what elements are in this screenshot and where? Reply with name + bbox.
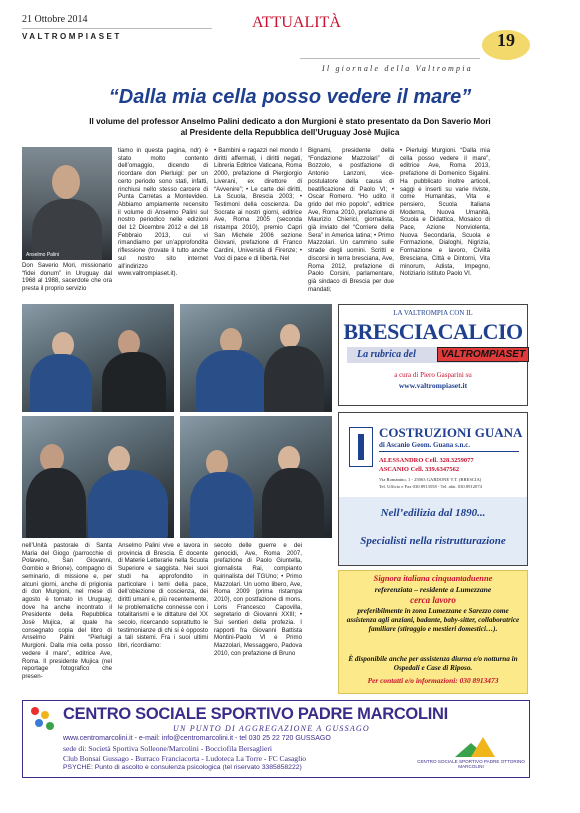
marcolini-house-logo (423, 735, 523, 757)
ad-bresciacalcio (338, 304, 528, 406)
reportage-photo-4 (180, 416, 332, 538)
ad-guana-rule (379, 451, 519, 452)
ad-guana-slogan-1: Nell’edilizia dal 1890... (380, 507, 486, 519)
ad-signora-line-4: È disponibile anche per assistenza diurna e/o notturna in Ospedali e Case di Riposo. (348, 655, 518, 672)
ad-guana-phone-1: ALESSANDRO Cell. 328.3259077 (379, 457, 474, 464)
ad-guana-address: Via Romanino, 1 - 25063 GARDONE V.T. (BRESCIA) (379, 477, 482, 482)
ad-bresciacalcio-line: La rubrica del (357, 349, 416, 360)
column-4-top: Bignami, presidente della “Fondazione Mazzolari” di Bozzolo, e postfazione di Antonio Lanzoni, vice-postulatore della causa di beatificazione di Paolo VI; • Oscar Romero. “Ho udito il grido del mio popolo”, editrice Ave, Roma 2010, prefazione di Maurizio Chierici, giornalista, già inviato del “Corriere della Sera” in America latina; • Primo Mazzolari. Un cammino sulle strade degli uomini. Scritti e discorsi in terra bresciana, Ave, Roma 2012, prefazione di Paolo Corsini, parlamentare, già sindaco di Brescia per due mandati; (308, 147, 394, 293)
ad-guana-slogan-2: Specialisti nella ristrutturazione (360, 535, 506, 547)
ad-signora-line-1: referenziata – residente a Lumezzane (374, 585, 492, 594)
article-title: “Dalla mia cella posso vedere il mare” (108, 86, 472, 108)
article-subtitle-1: Il volume del professor Anselmo Palini dedicato a don Murgioni è stato presentato da Don Saverio Mori (89, 117, 491, 126)
ad-bresciacalcio-top: LA VALTROMPIA CON IL (393, 309, 473, 317)
ad-signora-line-2: cerca lavoro (410, 595, 456, 605)
marcolini-title: CENTRO SOCIALE SPORTIVO PADRE MARCOLINI (63, 705, 448, 723)
ad-guana (338, 412, 528, 566)
marcolini-motto: UN PUNTO DI AGGREGAZIONE A GUSSAGO (173, 724, 370, 733)
ad-bresciacalcio-brand: VALTROMPIASET (437, 347, 529, 362)
ad-marcolini (22, 700, 530, 778)
ad-signora-line-3: preferibilmente in zona Lumezzane e Sarezzo come assistenza agli anziani, badante, baby-sitter, collaboratrice familiare (stiraggio e mestieri domestici…). (346, 607, 520, 633)
ad-bresciacalcio-credit: a cura di Piero Gasparini su (394, 371, 472, 379)
section-title: ATTUALITÀ (252, 14, 341, 31)
ad-guana-subtitle: di Ascanio Geom. Guana s.n.c. (379, 441, 471, 449)
ad-bresciacalcio-title: BRESCIACALCIO (343, 319, 523, 344)
header-rule-right (300, 58, 480, 59)
column-2-top: tiamo in questa pagina, ndr) è stato molto contento dell’omaggio, dicendo di ricordare don Pierluigi: per un certo periodo sono stati, infatti, rinchiusi nello stesso carcere di Punta Carretas a Montevideo. Abbiamo ampiamente recensito il volume di Anselmo Palini sul nostro periodico nelle edizioni del 12 Dicembre 2012 e del 18 Febbraio 2013, cui vi rimandiamo per un’approfondita riflessione (trovate il tutto anche sul nostro sito internet all’indirizzo www.valtrompiaset.it). (118, 147, 208, 278)
ad-signora-title: Signora italiana cinquantaduenne (373, 574, 493, 583)
ad-guana-title: COSTRUZIONI GUANA (379, 425, 523, 440)
author-photo (22, 147, 112, 260)
article-subtitle-2: al Presidente della Repubblica dell’Uruguay Josè Mujica (180, 128, 400, 137)
marcolini-psyche: PSYCHE: Punto di ascolto e consulenza psicologica (tel riservato 3385858222) (63, 764, 302, 771)
marcolini-logo-dots (31, 707, 57, 733)
reportage-photo-1 (22, 304, 174, 412)
column-3-top: • Bambini e ragazzi nel mondo I diritti affermati, i diritti negati, Libreria Editrice Vaticana, Roma 2000, prefazione di Piergiorgio Liverani, ex direttore di “Avvenire”; • Le carte dei diritti, La Scuola, Brescia 2003; • Testimoni della coscienza. Da Socrate ai nostri giorni, editrice Ave, Roma 2005 (seconda ristampa 2010), premio Capri San Michele 2006 sezione Giovani, prefazione di Franco Cardini, Università di Firenze; • Voci di pace e di libertà. Nel (214, 147, 302, 262)
column-1-bottom: nell’Unità pastorale di Santa Maria del Giogo (parrocchie di Polaveno, San Giovanni, Gombio e Brione), compagno di seminario, di missione e, per alcuni giorni, anche di prigionia di don Murgioni, nel mese di agosto è tornato in Uruguay, dove ha anche incontrato il Presidente della Repubblica Josè Mujica, al quale ha consegnato copia del libro di Anselmo Palini “Pierluigi Murgioni. Dalla mia cella posso vedere il mare”, editrice Ave, Roma. Il presidente Mujica (nel reportage fotografico che presen- (22, 542, 112, 680)
ad-guana-phone-2: ASCANIO Cell. 339.6347562 (379, 466, 460, 473)
ad-signora-line-5: Per contatti e/o informazioni: 030 8913473 (367, 676, 499, 685)
column-5-top: • Pierluigi Murgioni. “Dalla mia cella posso vedere il mare”, editrice Ave, Roma 2013, prefazione di Domenico Sigalini. Ha pubblicato inoltre articoli, saggi e inserti su varie riviste, come Humanitas, Vita e pensiero, Scuola Italiana Moderna, Nuova Umanità, Scuola e Didattica, Mosaico di Pace, Azione Nonviolenta, Nuova Secondaria, Scuola e Formazione, Dialoghi, Nigrizia, Formazione e lavoro, Civiltà Bresciana, Città e Dintorni, Vita minorum, Adista, Impegno, Notiziario Istituto Paolo VI. (400, 147, 490, 278)
author-photo-caption: Anselmo Palini (26, 252, 60, 258)
issue-date: 21 Ottobre 2014 (22, 14, 88, 25)
reportage-photo-3 (22, 416, 174, 538)
column-1-top: Don Saverio Mori, missionario “fidei donum” in Uruguay dal 1968 al 1988, sacerdote che ora presta il proprio servizio (22, 262, 112, 293)
tagline: Il giornale della Valtrompia (322, 64, 473, 73)
marcolini-logo-text: CENTRO SOCIALE SPORTIVO PADRE OTTORINO MARCOLINI (417, 759, 525, 770)
ad-guana-logo (349, 427, 373, 467)
marcolini-contacts[interactable]: www.centromarcolini.it - e-mail: info@centromarcolini.it - tel 030 25 22 720 GUSSAGO (63, 735, 331, 742)
ad-bresciacalcio-site[interactable]: www.valtrompiaset.it (398, 381, 468, 390)
header-rule-left (22, 28, 212, 29)
page-number: 19 (497, 30, 515, 50)
reportage-photo-2 (180, 304, 332, 412)
brand-name: VALTROMPIASET (22, 32, 122, 41)
ad-guana-contacts: Tel. Ufficio e Fax 030.8913558 - Tel. abit. 030.8912074 (379, 484, 482, 489)
column-2-bottom: Anselmo Palini vive e lavora in provincia di Brescia. È docente di Materie Letterarie nella Scuola Superiore e saggista. Nei suoi studi ha approfondito in particolare i temi della pace, dell’obiezione di coscienza, dei diritti umani e, più recentemente, le problematiche connesse con i totalitarismi e le dittature del XX secolo, ricercando soprattutto le testimonianze di chi si è opposto a tali sistemi. Fra i suoi ultimi libri, ricordiamo: (118, 542, 208, 650)
ad-signora (338, 570, 528, 694)
column-3-bottom: secolo delle guerre e dei genocidi, Ave, Roma 2007, prefazione di Paolo Giuntella, giornalista Rai, compianto quirinalista del TGUno; • Primo Mazzolari. Un uomo libero, Ave, Roma 2009 (prima ristampa 2010), con postfazione di mons. Loris Francesco Capovilla, segretario di Giovanni XXIII; • Sui sentieri della profezia. I rapporti fra Giovanni Battista Montini-Paolo VI e Primo Mazzolari, Messaggero, Padova 2010, con prefazione di Bruno (214, 542, 302, 657)
marcolini-clubs: Club Bonsai Gussago - Burraco Franciacorta - Ludoteca La Torre - FC Casaglio (63, 754, 307, 763)
marcolini-sede: sede di: Società Sportiva Solleone/Marcolini - Bocciofila Bersaglieri (63, 744, 272, 753)
